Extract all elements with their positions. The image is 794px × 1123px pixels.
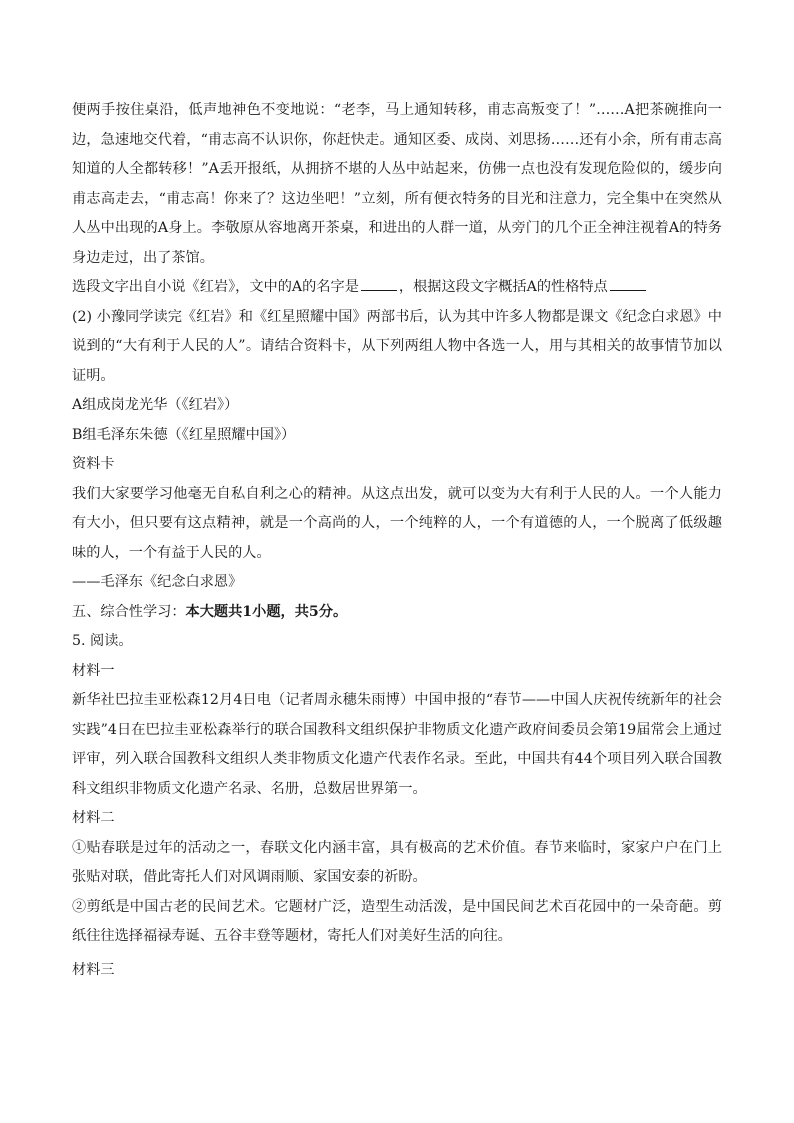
section-5-heading xyxy=(72,598,722,628)
material-1-body: 新华社巴拉圭亚松森12月4日电（记者周永穗朱雨博）中国申报的“春节——中国人庆祝传统新年的社会实践”4日在巴拉圭亚松森举行的联合国教科文组织保护非物质文化遗产政府间委员会第19届常会上通过评审，列入联合国教科文组织人类非物质文化遗产代表作名录。至此，中国共有44个项目列入联合国教科文组织非物质文化遗产名录、名册，总数居世界第一。 xyxy=(72,692,722,797)
question-5: 5. 阅读。 xyxy=(72,633,133,649)
card-body: 我们大家要学习他毫无自私自利之心的精神。从这点出发，就可以变为大有利于人民的人。一个人能力有大小，但只要有这点精神，就是一个高尚的人，一个纯粹的人，一个有道德的人，一个脱离了低级趣味的人，一个有益于人民的人。 xyxy=(72,485,722,561)
question-2: (2) 小豫同学读完《红岩》和《红星照耀中国》两部书后，认为其中许多人物都是课文《纪念白求恩》中说到的“大有利于人民的人”。请结合资料卡，从下列两组人物中各选一人，用与其相关的故事情节加以证明。 xyxy=(72,308,722,384)
material-2-item-1: ①贴春联是过年的活动之一，春联文化内涵丰富，具有极高的艺术价值。春节来临时，家家户户在门上张贴对联，借此寄托人们对风调雨顺、家国安泰的祈盼。 xyxy=(72,839,722,885)
answer-blank-trait xyxy=(610,276,646,291)
group-a: A组成岗龙光华（《红岩》） xyxy=(72,397,239,413)
group-b: B组毛泽东朱德（《红星照耀中国》） xyxy=(72,426,296,443)
card-source: ——毛泽东《纪念白求恩》 xyxy=(72,574,243,590)
question-1-text-b: ，根据这段文字概括A的性格特点 xyxy=(398,279,608,295)
document-page xyxy=(72,96,722,985)
section-5-prefix: 五、综合性学习： xyxy=(72,603,186,620)
section-5-score: 本大题共1小题，共5分。 xyxy=(185,603,348,620)
answer-blank-name xyxy=(361,276,397,291)
material-2-item-2: ②剪纸是中国古老的民间艺术。它题材广泛，造型生动活泼，是中国民间艺术百花园中的一朵奇葩。剪纸往往选择福禄寿诞、五谷丰登等题材，寄托人们对美好生活的向往。 xyxy=(72,898,722,944)
material-3-title: 材料三 xyxy=(72,961,115,978)
question-1-text-a: 选段文字出自小说《红岩》，文中的A的名字是 xyxy=(72,279,359,295)
card-title: 资料卡 xyxy=(72,456,115,472)
passage-paragraph: 便两手按住桌沿，低声地神色不变地说：“老李，马上通知转移，甫志高叛变了！”……A把茶碗推向一边，急速地交代着，“甫志高不认识你，你赶快走。通知区委、成岗、刘思扬……还有小余，所有甫志高知道的人全都转移！”A丢开报纸，从拥挤不堪的人丛中站起来，仿佛一点也没有发现危险似的，缓步向甫志高走去，“甫志高！你来了？这边坐吧！”立刻，所有便衣特务的目光和注意力，完全集中在突然从人丛中出现的A身上。李敬原从容地离开茶桌，和进出的人群一道，从旁门的几个正全神注视着A的特务身边走过，出了茶馆。 xyxy=(72,102,722,266)
material-1-title: 材料一 xyxy=(72,662,115,679)
question-1 xyxy=(72,273,722,303)
material-2-title: 材料二 xyxy=(72,810,115,826)
